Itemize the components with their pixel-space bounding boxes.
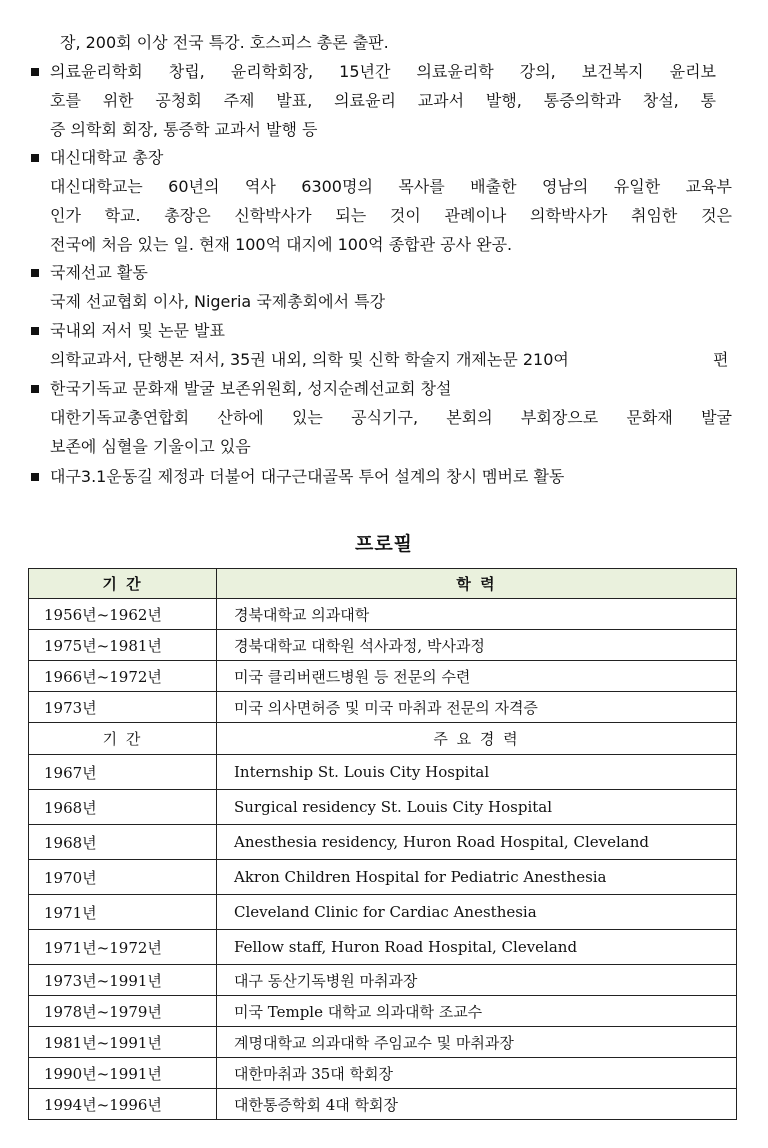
bullet-icon <box>31 269 39 277</box>
period-cell: 1994년~1996년 <box>29 1089 217 1120</box>
bullet-icon <box>31 154 39 162</box>
detail-cell: Fellow staff, Huron Road Hospital, Cleveland <box>217 930 737 965</box>
table-header-row <box>29 569 737 599</box>
table-row <box>29 790 737 825</box>
period-cell: 1970년 <box>29 860 217 895</box>
text-line: 국제선교 활동 <box>50 263 148 282</box>
period-cell: 1968년 <box>29 825 217 860</box>
table-row <box>29 930 737 965</box>
text-line: 보존에 심혈을 기울이고 있음 <box>50 437 251 456</box>
table-row <box>29 630 737 661</box>
detail-cell: 경북대학교 대학원 석사과정, 박사과정 <box>217 630 737 661</box>
detail-cell: 계명대학교 의과대학 주임교수 및 마취과장 <box>217 1027 737 1058</box>
detail-cell: 미국 의사면허증 및 미국 마취과 전문의 자격증 <box>217 692 737 723</box>
table-row <box>29 1089 737 1120</box>
table-row <box>29 965 737 996</box>
detail-cell: Cleveland Clinic for Cardiac Anesthesia <box>217 895 737 930</box>
profile-title: 프로필 <box>354 533 414 555</box>
table-row <box>29 895 737 930</box>
text-line: 장, 200회 이상 전국 특강. 호스피스 총론 출판. <box>60 33 389 52</box>
text-line: 국제 선교협회 이사, Nigeria 국제총회에서 특강 <box>50 292 386 311</box>
detail-cell: 학 력 <box>217 569 737 599</box>
detail-cell: Internship St. Louis City Hospital <box>217 755 737 790</box>
text-line: 인가 학교. 총장은 신학박사가 되는 것이 관례이나 의학박사가 취임한 것은 <box>50 206 732 225</box>
detail-cell: 주 요 경 력 <box>217 723 737 755</box>
table-row <box>29 825 737 860</box>
period-cell: 1975년~1981년 <box>29 630 217 661</box>
period-cell: 1966년~1972년 <box>29 661 217 692</box>
period-cell: 1973년 <box>29 692 217 723</box>
text-line: 국내외 저서 및 논문 발표 <box>50 321 225 340</box>
bullet-icon <box>31 473 39 481</box>
table-row <box>29 996 737 1027</box>
text-line: 의학교과서, 단행본 저서, 35권 내외, 의학 및 신학 학술지 개제논문 210여 <box>50 350 569 369</box>
period-cell: 1967년 <box>29 755 217 790</box>
table-header-row <box>29 723 737 755</box>
table-row <box>29 1058 737 1089</box>
text-line: 한국기독교 문화재 발굴 보존위원회, 성지순례선교회 창설 <box>50 379 452 398</box>
period-cell: 기 간 <box>29 723 217 755</box>
period-cell: 1968년 <box>29 790 217 825</box>
text-line: 대구3.1운동길 제정과 더불어 대구근대골목 투어 설계의 창시 멤버로 활동 <box>50 467 565 486</box>
period-cell: 기 간 <box>29 569 217 599</box>
text-line: 의료윤리학회 창립, 윤리학회장, 15년간 의료윤리학 강의, 보건복지 윤리보 <box>50 62 716 81</box>
detail-cell: 대한마취과 35대 학회장 <box>217 1058 737 1089</box>
text-line: 대신대학교는 60년의 역사 6300명의 목사를 배출한 영남의 유일한 교육부 <box>50 177 732 196</box>
bullet-icon <box>31 385 39 393</box>
detail-cell: Surgical residency St. Louis City Hospital <box>217 790 737 825</box>
period-cell: 1971년 <box>29 895 217 930</box>
period-cell: 1981년~1991년 <box>29 1027 217 1058</box>
text-line: 호를 위한 공청회 주제 발표, 의료윤리 교과서 발행, 통증의학과 창설, 통 <box>50 91 716 110</box>
detail-cell: 미국 Temple 대학교 의과대학 조교수 <box>217 996 737 1027</box>
table-row <box>29 755 737 790</box>
text-line: 편 <box>713 350 729 369</box>
period-cell: 1990년~1991년 <box>29 1058 217 1089</box>
text-line: 전국에 처음 있는 일. 현재 100억 대지에 100억 종합관 공사 완공. <box>50 235 513 254</box>
period-cell: 1971년~1972년 <box>29 930 217 965</box>
text-line: 대신대학교 총장 <box>50 148 164 167</box>
text-line: 증 의학회 회장, 통증학 교과서 발행 등 <box>50 120 318 139</box>
bullet-icon <box>31 68 39 76</box>
detail-cell: 대한통증학회 4대 학회장 <box>217 1089 737 1120</box>
profile-table <box>28 568 737 1120</box>
table-row <box>29 661 737 692</box>
bullet-icon <box>31 327 39 335</box>
detail-cell: Anesthesia residency, Huron Road Hospital, Cleveland <box>217 825 737 860</box>
table-row <box>29 599 737 630</box>
text-line: 대한기독교총연합회 산하에 있는 공식기구, 본회의 부회장으로 문화재 발굴 <box>50 408 732 427</box>
detail-cell: 미국 클리버랜드병원 등 전문의 수련 <box>217 661 737 692</box>
period-cell: 1978년~1979년 <box>29 996 217 1027</box>
table-row <box>29 860 737 895</box>
period-cell: 1973년~1991년 <box>29 965 217 996</box>
table-row <box>29 692 737 723</box>
detail-cell: 대구 동산기독병원 마취과장 <box>217 965 737 996</box>
table-row <box>29 1027 737 1058</box>
detail-cell: Akron Children Hospital for Pediatric Anesthesia <box>217 860 737 895</box>
period-cell: 1956년~1962년 <box>29 599 217 630</box>
detail-cell: 경북대학교 의과대학 <box>217 599 737 630</box>
